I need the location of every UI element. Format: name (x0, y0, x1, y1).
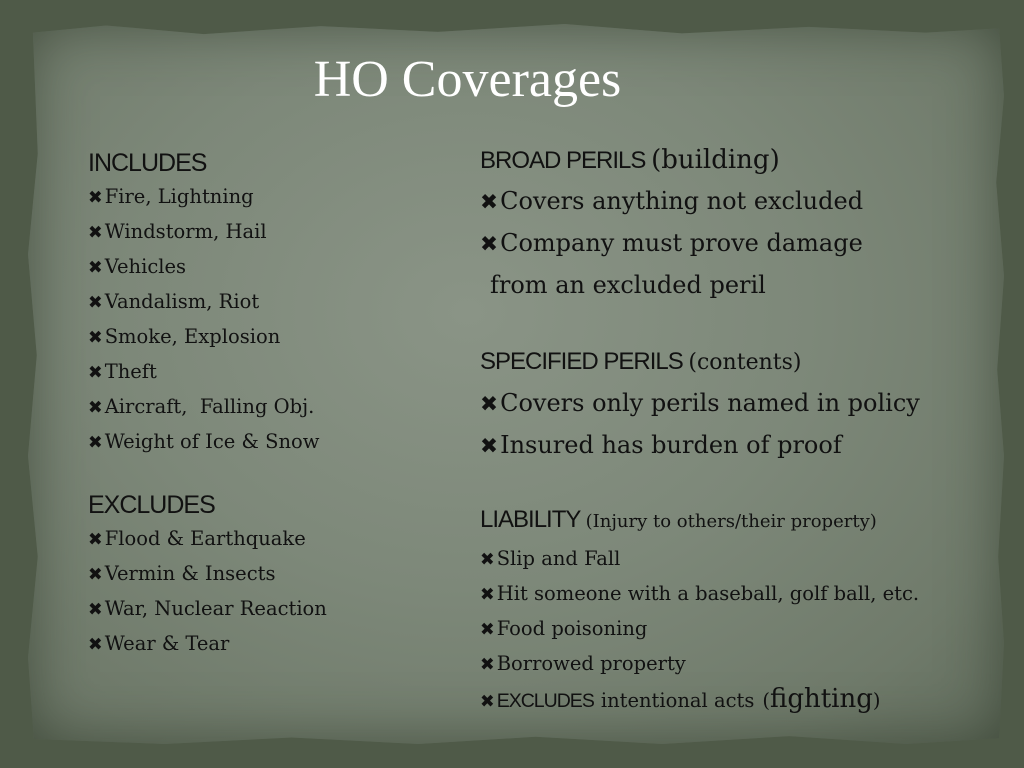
includes-list (88, 180, 327, 460)
excludes-list (88, 522, 327, 662)
excludes-item-text: War, Nuclear Reaction (104, 597, 327, 620)
specified-perils-item (480, 383, 920, 425)
x-bullet-icon: ✖ (88, 258, 103, 278)
x-bullet-icon: ✖ (88, 363, 103, 383)
broad-perils-list (480, 181, 920, 265)
includes-item-text: Weight of Ice & Snow (104, 430, 320, 453)
excludes-item-text: Flood & Earthquake (104, 527, 306, 550)
liability-item-text: Food poisoning (496, 617, 648, 640)
includes-heading: INCLUDES (88, 149, 207, 177)
includes-item (88, 320, 327, 355)
x-bullet-icon: ✖ (88, 600, 103, 620)
includes-item-text: Vehicles (104, 255, 187, 278)
broad-perils-title: BROAD PERILS (480, 147, 646, 174)
liability-block (480, 500, 920, 719)
specified-perils-item-text: Covers only perils named in policy (500, 389, 920, 417)
x-bullet-icon: ✖ (88, 223, 103, 243)
page-title: HO Coverages (313, 51, 622, 108)
liability-subtitle: (Injury to others/their property) (585, 511, 877, 532)
excludes-item (88, 557, 327, 592)
liability-item (480, 542, 920, 577)
x-bullet-icon: ✖ (480, 692, 495, 712)
excludes-block (88, 488, 327, 662)
x-bullet-icon: ✖ (88, 565, 103, 585)
includes-item-text: Windstorm, Hail (104, 220, 267, 243)
includes-item-text: Smoke, Explosion (104, 325, 281, 348)
liability-open-paren: ( (762, 689, 770, 712)
x-bullet-icon: ✖ (480, 620, 495, 640)
specified-perils-item (480, 425, 920, 467)
x-bullet-icon: ✖ (88, 293, 103, 313)
liability-close-paren: ) (872, 689, 881, 712)
excludes-item-text: Wear & Tear (104, 632, 230, 655)
liability-item-text: Borrowed property (496, 652, 686, 675)
includes-item-text: Fire, Lightning (104, 185, 254, 208)
broad-perils-subtitle: (building) (651, 145, 780, 175)
x-bullet-icon: ✖ (480, 434, 499, 459)
x-bullet-icon: ✖ (88, 530, 103, 550)
x-bullet-icon: ✖ (480, 190, 499, 215)
liability-exclusion-item (480, 682, 920, 719)
specified-perils-title: SPECIFIED PERILS (480, 348, 683, 375)
broad-perils-continuation: from an excluded peril (490, 271, 766, 299)
left-column (88, 146, 327, 662)
includes-item (88, 180, 327, 215)
x-bullet-icon: ✖ (480, 550, 495, 570)
includes-item-text: Aircraft, Falling Obj. (104, 395, 315, 418)
excludes-item (88, 627, 327, 662)
includes-block (88, 146, 327, 460)
broad-perils-item (480, 181, 920, 223)
liability-heading (480, 500, 920, 542)
x-bullet-icon: ✖ (88, 328, 103, 348)
x-bullet-icon: ✖ (480, 232, 499, 257)
specified-perils-list (480, 383, 920, 467)
excludes-item (88, 522, 327, 557)
liability-list (480, 542, 920, 682)
right-column (480, 140, 920, 719)
x-bullet-icon: ✖ (88, 188, 103, 208)
liability-title: LIABILITY (480, 506, 580, 533)
includes-item (88, 390, 327, 425)
broad-perils-block (480, 140, 920, 305)
liability-excludes-label: EXCLUDES (496, 690, 594, 712)
specified-perils-item-text: Insured has burden of proof (500, 431, 842, 459)
includes-item-text: Theft (104, 360, 157, 383)
specified-perils-subtitle: (contents) (688, 350, 802, 375)
broad-perils-heading (480, 140, 920, 181)
includes-item (88, 355, 327, 390)
x-bullet-icon: ✖ (480, 655, 495, 675)
specified-perils-heading (480, 342, 920, 383)
broad-perils-item-text: Covers anything not excluded (500, 187, 864, 215)
x-bullet-icon: ✖ (88, 398, 103, 418)
x-bullet-icon: ✖ (88, 635, 103, 655)
includes-item (88, 285, 327, 320)
x-bullet-icon: ✖ (88, 433, 103, 453)
liability-fighting-word: fighting (770, 684, 873, 714)
liability-item (480, 612, 920, 647)
x-bullet-icon: ✖ (480, 585, 495, 605)
broad-perils-item (480, 223, 920, 265)
excludes-item (88, 592, 327, 627)
includes-item (88, 425, 327, 460)
includes-item (88, 215, 327, 250)
broad-perils-item-text: Company must prove damage (500, 229, 863, 257)
liability-item-text: Hit someone with a baseball, golf ball, etc. (496, 582, 920, 605)
specified-perils-block (480, 342, 920, 467)
includes-item-text: Vandalism, Riot (104, 290, 260, 313)
liability-item (480, 577, 920, 612)
excludes-item-text: Vermin & Insects (104, 562, 276, 585)
excludes-heading: EXCLUDES (88, 491, 215, 519)
liability-item-text: Slip and Fall (496, 547, 621, 570)
liability-excludes-text: intentional acts (600, 689, 755, 712)
x-bullet-icon: ✖ (480, 392, 499, 417)
liability-item (480, 647, 920, 682)
includes-item (88, 250, 327, 285)
